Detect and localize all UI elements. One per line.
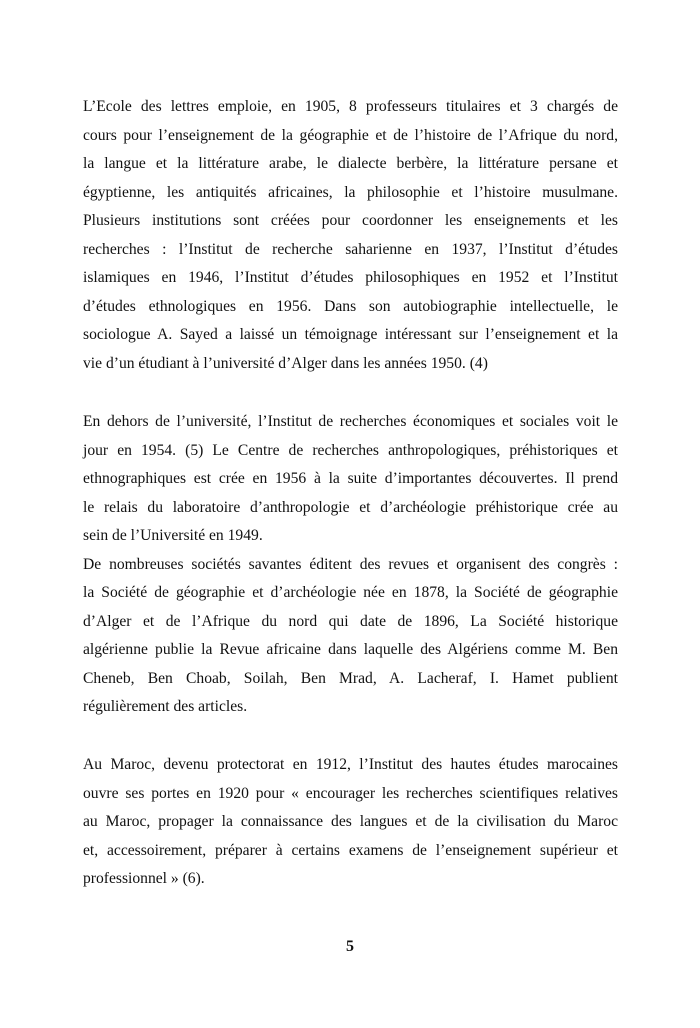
text-line: En dehors de l’université, l’Institut de recherches économiques et sociales voit le [83, 413, 618, 430]
text-line: régulièrement des articles. [83, 698, 248, 715]
text-line: L’Ecole des lettres emploie, en 1905, 8 professeurs titulaires et 3 chargés de [83, 98, 618, 115]
text-line: Plusieurs institutions sont créées pour coordonner les enseignements et les [83, 212, 618, 229]
text-line: ouvre ses portes en 1920 pour « encourager les recherches scientifiques relatives [83, 784, 618, 802]
paragraph-maroc [83, 751, 618, 894]
paragraph-institutions-algeriennes [83, 408, 618, 722]
text-line: sein de l’Université en 1949. [83, 527, 263, 544]
text-line: recherches : l’Institut de recherche saharienne en 1937, l’Institut d’études [83, 240, 618, 258]
paragraph-ecole-des-lettres [83, 93, 618, 378]
text-line: la langue et la littérature arabe, le dialecte berbère, la littérature persane et [83, 155, 618, 172]
text-line: au Maroc, propager la connaissance des langues et de la civilisation du Maroc [83, 813, 618, 830]
text-line: d’études ethnologiques en 1956. Dans son autobiographie intellectuelle, le [83, 297, 618, 315]
page-number: 5 [346, 938, 354, 955]
text-line: ethnographiques est crée en 1956 à la suite d’importantes découvertes. Il prend [83, 470, 618, 487]
text-line: sociologue A. Sayed a laissé un témoignage intéressant sur l’enseignement et la [83, 326, 618, 343]
text-line: professionnel » (6). [83, 870, 205, 887]
text-line: algérienne publie la Revue africaine dans laquelle des Algériens comme M. Ben [83, 641, 618, 658]
text-line: De nombreuses sociétés savantes éditent des revues et organisent des congrès : [83, 555, 618, 573]
text-line: et, accessoirement, préparer à certains examens de l’enseignement supérieur et [83, 841, 618, 859]
text-line: cours pour l’enseignement de la géographie et de l’histoire de l’Afrique du nord, [83, 126, 618, 144]
text-line: Au Maroc, devenu protectorat en 1912, l’Institut des hautes études marocaines [83, 756, 618, 773]
text-line: vie d’un étudiant à l’université d’Alger dans les années 1950. (4) [83, 354, 488, 372]
text-line: islamiques en 1946, l’Institut d’études philosophiques en 1952 et l’Institut [83, 269, 618, 286]
text-line: d’Alger et de l’Afrique du nord qui date de 1896, La Société historique [83, 612, 618, 630]
text-line: le relais du laboratoire d’anthropologie et d’archéologie préhistorique crée au [83, 498, 618, 516]
text-line: Cheneb, Ben Choab, Soilah, Ben Mrad, A. Lacheraf, I. Hamet publient [83, 669, 618, 687]
text-line: égyptienne, les antiquités africaines, la philosophie et l’histoire musulmane. [83, 183, 618, 201]
text-line: la Société de géographie et d’archéologie née en 1878, la Société de géographie [83, 584, 618, 601]
text-line: jour en 1954. (5) Le Centre de recherches anthropologiques, préhistoriques et [83, 441, 618, 459]
